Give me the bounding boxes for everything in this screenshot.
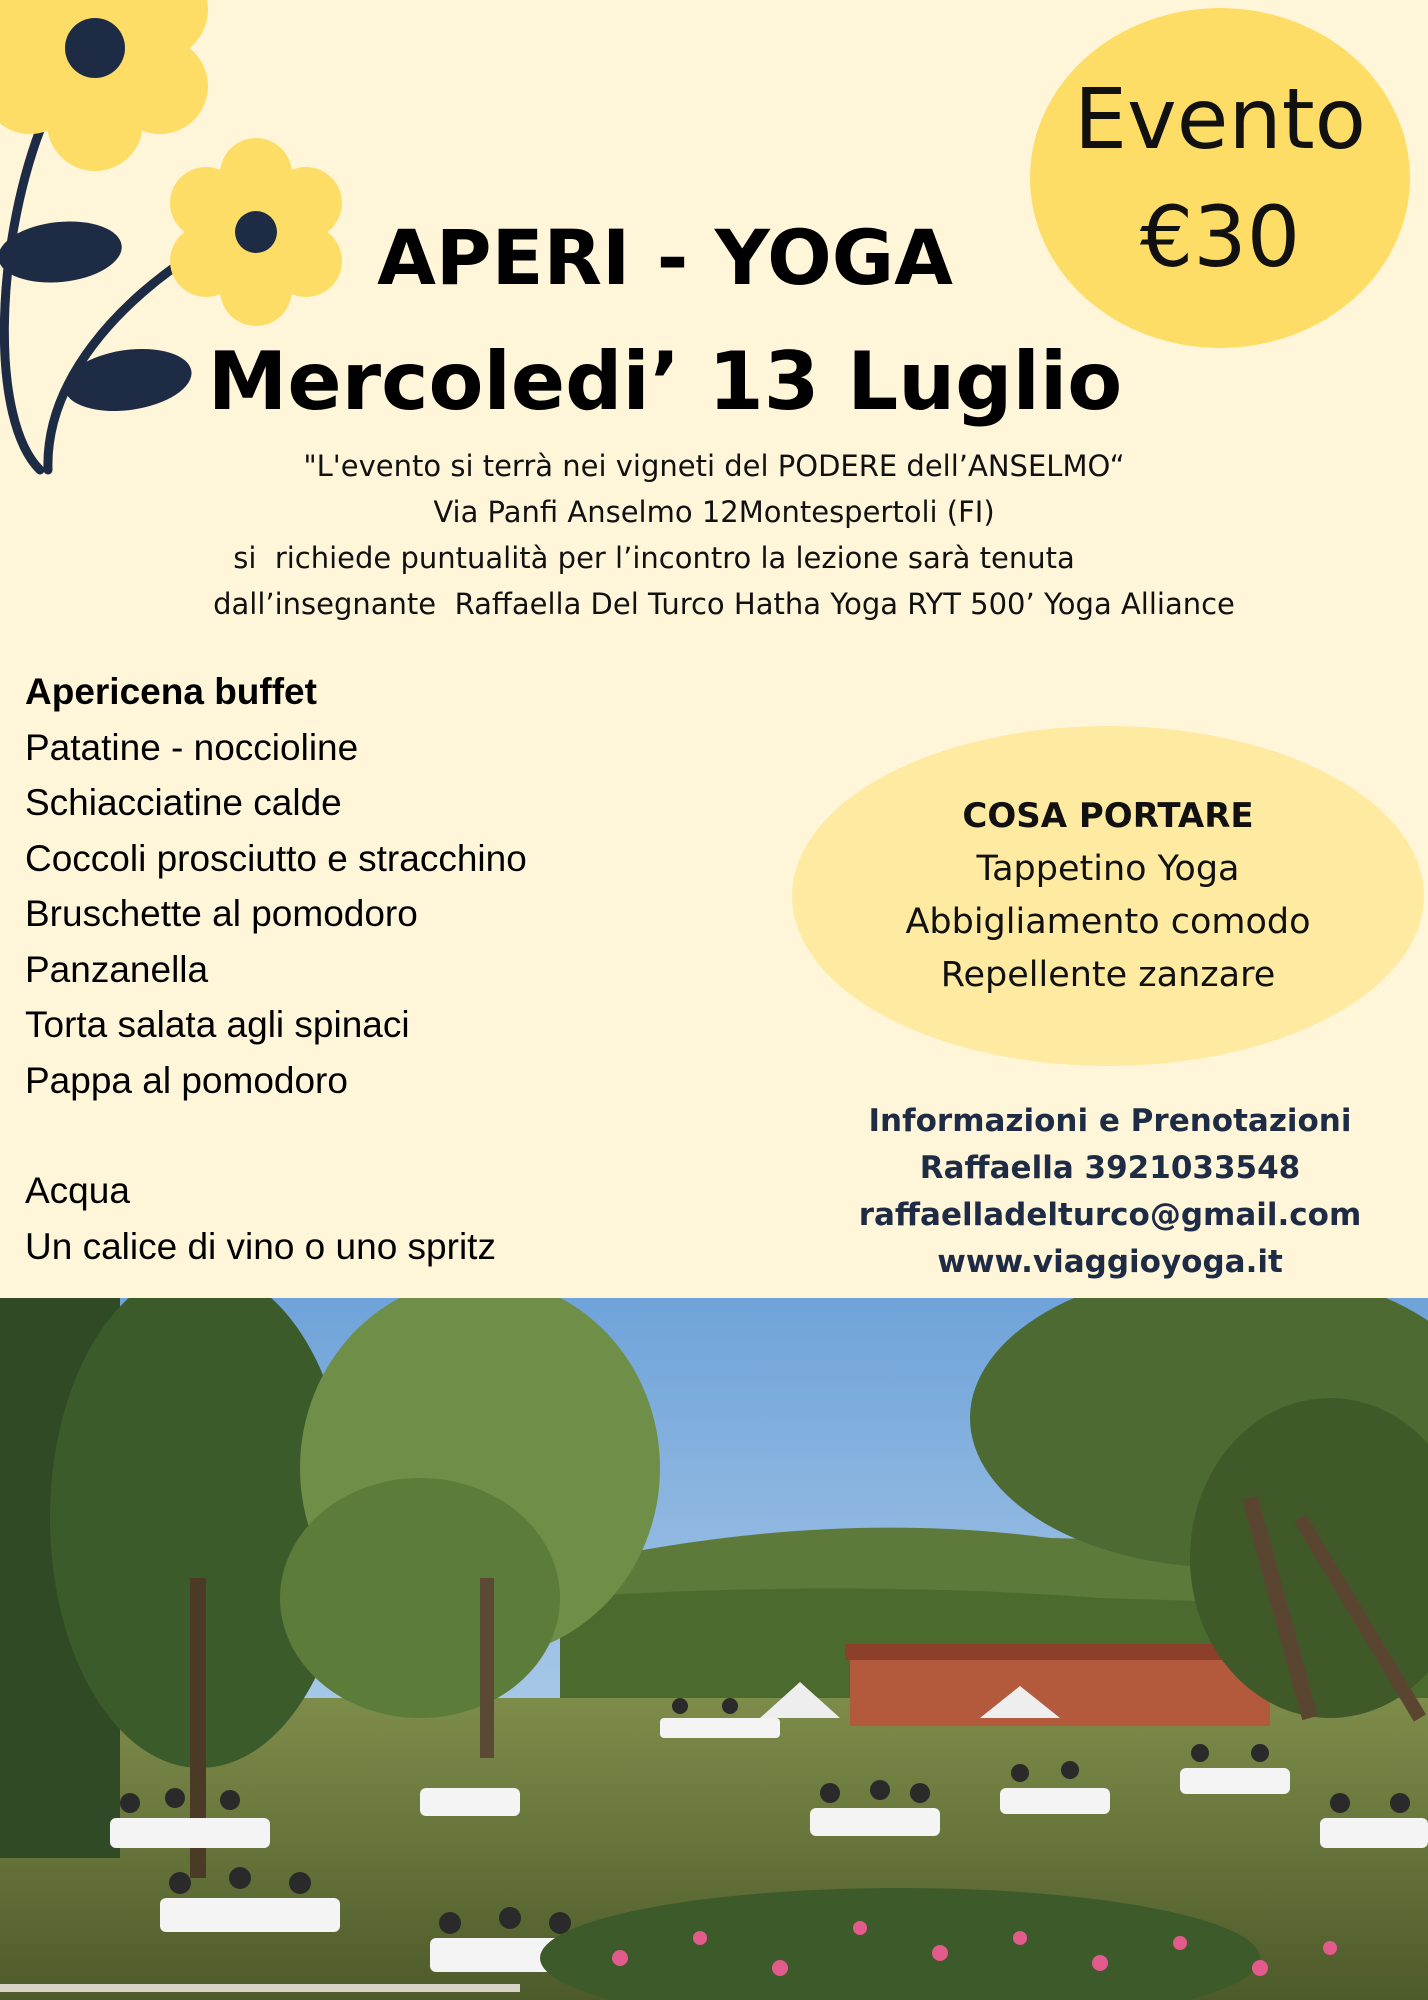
drink-item: Un calice di vino o uno spritz <box>25 1225 496 1267</box>
menu-item: Coccoli prosciutto e stracchino <box>25 837 527 879</box>
instruction-line: si richiede puntualità per l’incontro la lezione sarà tenuta <box>233 541 1075 575</box>
bring-title: COSA PORTARE <box>962 796 1254 836</box>
drink-item: Acqua <box>25 1170 130 1211</box>
menu-item: Bruschette al pomodoro <box>25 893 418 934</box>
contact-email[interactable]: raffaelladelturco@gmail.com <box>858 1197 1362 1233</box>
venue-line: "L'evento si terrà nei vigneti del PODERE dell’ANSELMO“ <box>303 449 1125 483</box>
menu-item: Panzanella <box>25 948 209 990</box>
menu-title: Apericena buffet <box>25 671 317 712</box>
contact-website[interactable]: www.viaggioyoga.it <box>937 1244 1283 1280</box>
event-date: Mercoledi’ 13 Luglio <box>207 335 1123 428</box>
buffet-menu <box>25 664 745 1274</box>
menu-item: Torta salata agli spinaci <box>25 1004 410 1045</box>
price-label: Evento <box>1073 70 1367 168</box>
event-photo <box>0 1298 1428 2000</box>
bring-item: Tappetino Yoga <box>976 849 1240 889</box>
contact-phone[interactable]: Raffaella 3921033548 <box>919 1150 1301 1186</box>
menu-item: Patatine - noccioline <box>25 726 359 768</box>
address-line: Via Panfi Anselmo 12Montespertoli (FI) <box>433 495 995 529</box>
event-title: APERI - YOGA <box>377 213 953 302</box>
menu-spacer <box>25 1108 745 1163</box>
what-to-bring-ellipse <box>792 726 1424 1066</box>
teacher-line: dall’insegnante Raffaella Del Turco Hatha Yoga RYT 500’ Yoga Alliance <box>213 587 1235 621</box>
contact-info <box>790 1098 1428 1286</box>
price-value: €30 <box>1139 188 1301 286</box>
bring-item: Repellente zanzare <box>940 955 1276 995</box>
menu-item: Pappa al pomodoro <box>25 1059 348 1101</box>
bring-item: Abbigliamento comodo <box>905 902 1311 942</box>
menu-item: Schiacciatine calde <box>25 782 342 823</box>
contact-heading: Informazioni e Prenotazioni <box>868 1103 1352 1139</box>
